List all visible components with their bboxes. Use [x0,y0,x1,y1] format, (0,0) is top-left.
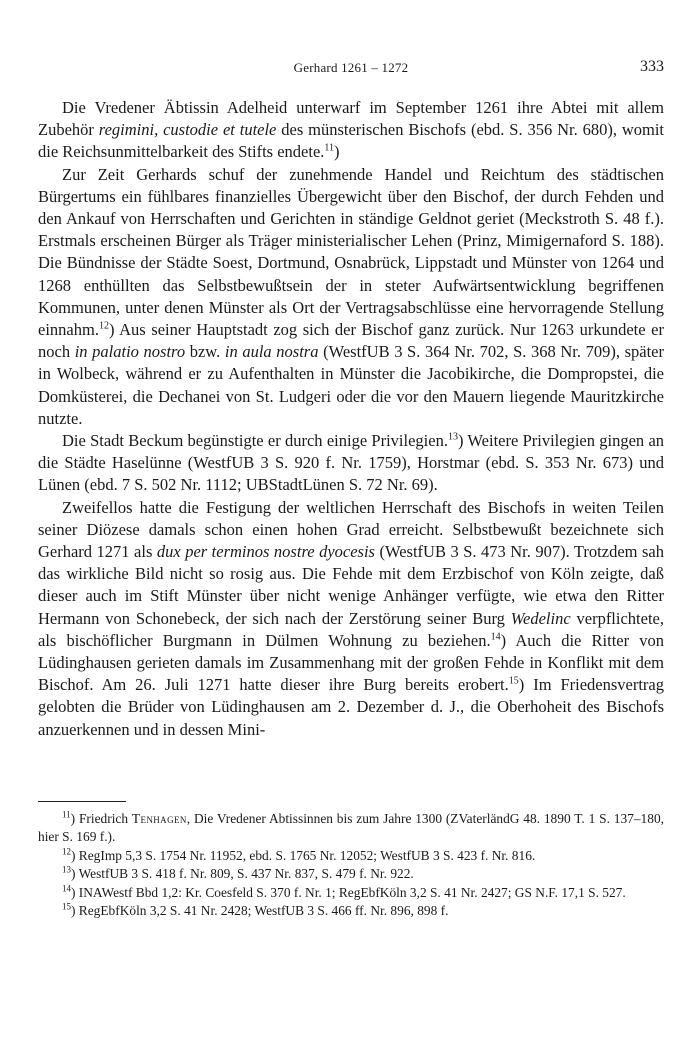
footnote-ref: 15 [62,901,71,912]
footnote-ref: 11 [62,809,71,820]
text-run: Zur Zeit Gerhards schuf der zunehmende Handel und Reichtum des städtischen Bürgertums ein fühlbares finanzielles Übergewicht über den Bischof, der durch Fehden und den Ankauf von Herrschaften und Gerichten in ständige Geldnot geriet (Meckstroth S. 48 f.). Erstmals erscheinen Bürger als Träger ministerialischer Lehen (Prinz, Mimigernaford S. 188). Die Bündnisse der Städte Soest, Dortmund, Osnabrück, Lippstadt und Münster von 1264 und 1268 enthüllten das Selbstbewußtsein der in steter Aufwärtsentwicklung begriffenen Kommunen, unter denen Münster als Ort der Vertragsabschlüsse eine hervorragende Stellung einnahm. [38,164,664,340]
italic-phrase: dux per terminos nostre dyocesis [156,542,375,562]
footnote-ref: 11 [324,142,335,154]
text-run: verpflichtete, als bischöflicher Burgmann in Dülmen Wohnung zu beziehen. [38,608,664,650]
footnote-ref: 13 [62,864,71,875]
text-run: ) [334,142,340,162]
italic-phrase: regimini, custodie et tutele [98,120,277,140]
footnote-5 [38,902,664,920]
footnote-4 [38,884,664,902]
italic-phrase: in aula nostra [224,342,319,362]
text-run: (WestfUB 3 S. 364 Nr. 702, S. 368 Nr. 709), später in Wolbeck, während er zu Aufenthalten in Münster die Jacobikirche, die Dompropstei, die Domküsterei, die Dechanei von St. Ludgeri oder die vor den Mauern liegende Mauritzkirche nutzte. [38,342,664,428]
italic-phrase: Wedelinc [510,608,571,628]
text-run: Die Stadt Beckum begünstigte er durch einige Privilegien. [62,431,448,451]
text-run: ) RegImp 5,3 S. 1754 Nr. 11952, ebd. S. 1765 Nr. 12052; WestfUB 3 S. 423 f. Nr. 816. [71,847,536,863]
footnote-3 [38,865,664,883]
page-header [38,60,664,80]
text-run: ) INAWestf Bbd 1,2: Kr. Coesfeld S. 370 f. Nr. 1; RegEbfKöln 3,2 S. 41 Nr. 2427; GS N.F. 17,1 S. 527. [71,884,626,900]
paragraph-1 [38,97,664,164]
footnote-ref: 12 [98,320,109,332]
page-number: 333 [640,58,664,75]
text-run: ) WestfUB 3 S. 418 f. Nr. 809, S. 437 Nr. 837, S. 479 f. Nr. 922. [71,866,414,882]
text-run: (WestfUB 3 S. 473 Nr. 907). Trotzdem sah das wirkliche Bild nicht so rosig aus. Die Fehde mit dem Erzbischof von Köln zeigte, daß dieser auch im Stift Münster über nicht wenige Anhänger verfügte, wie etwa den Ritter Hermann von Schonebeck, der sich nach der Zerstörung seiner Burg [38,542,664,628]
running-title: Gerhard 1261 – 1272 [293,60,409,75]
body-text [38,97,664,741]
footnote-1 [38,810,664,847]
footnotes [38,810,664,920]
text-run: bzw. [185,342,225,362]
text-run: ) Friedrich [70,811,132,826]
footnote-ref: 14 [490,631,501,643]
text-run: ) Aus seiner Hauptstadt zog sich der Bischof ganz zurück. Nur 1263 urkundete er noch [38,320,664,362]
text-run: ) Im Friedensvertrag gelobten die Brüder von Lüdinghausen am 2. Dezember d. J., die Oberhoheit des Bischofs anzuerkennen und in dessen Mini- [38,675,665,739]
text-run: Die Vredener Äbtissin Adelheid unterwarf im September 1261 ihre Abtei mit allem Zubehör [38,98,664,140]
footnote-2 [38,847,664,865]
paragraph-4 [38,497,664,741]
footnote-divider [38,801,126,802]
footnote-ref: 14 [62,883,71,894]
text-run: ) Weitere Privilegien gingen an die Städte Haselünne (WestfUB 3 S. 920 f. Nr. 1759), Horstmar (ebd. S. 353 Nr. 673) und Lünen (ebd. 7 S. 502 Nr. 1112; UBStadtLünen S. 72 Nr. 69). [38,431,665,495]
italic-phrase: in palatio nostro [74,342,186,362]
text-run: des münsterischen Bischofs (ebd. S. 356 Nr. 680), womit die Reichsunmittelbarkeit des Stifts endete. [38,120,664,162]
text-run: Zweifellos hatte die Festigung der weltlichen Herrschaft des Bischofs in weiten Teilen seiner Diözese damals schon einen hohen Grad erreicht. Selbstbewußt bezeichnete sich Gerhard 1271 als [38,497,664,562]
footnote-ref: 13 [447,431,458,443]
footnote-ref: 12 [62,846,71,857]
text-run: ) RegEbfKöln 3,2 S. 41 Nr. 2428; WestfUB 3 S. 466 ff. Nr. 896, 898 f. [71,903,449,919]
paragraph-2 [38,164,664,430]
text-run: , Die Vredener Abtissinnen bis zum Jahre 1300 (ZVaterländG 48. 1890 T. 1 S. 137–180, hier S. 169 f.). [38,811,664,845]
text-run: ) Auch die Ritter von Lüdinghausen gerieten damals im Zusammenhang mit der großen Fehde in Konflikt mit dem Bischof. Am 26. Juli 1271 hatte dieser ihre Burg bereits erobert. [38,630,664,695]
paragraph-3 [38,430,664,497]
footnote-ref: 15 [508,675,519,687]
author-name: Tenhagen [131,811,187,826]
